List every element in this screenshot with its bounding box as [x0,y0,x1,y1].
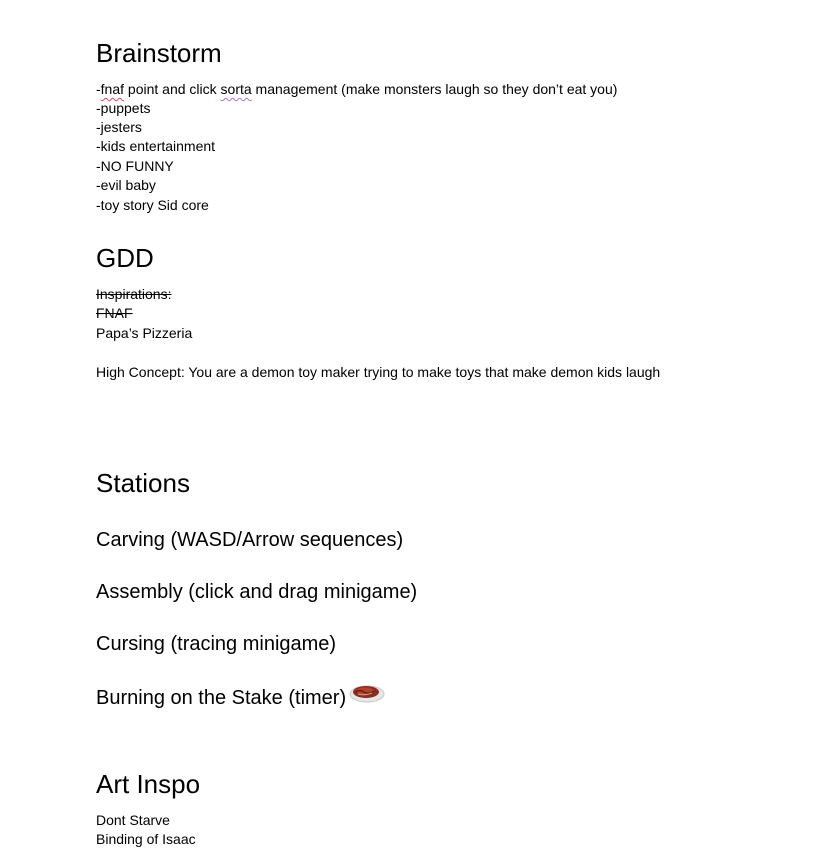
brainstorm-item: -toy story Sid core [96,197,209,213]
item-text: point and click [124,81,221,97]
art-inspo-heading: Art Inspo [96,769,201,799]
brainstorm-item: -NO FUNNY [96,158,174,174]
station-item-label: Burning on the Stake (timer) [96,687,347,709]
station-item: Cursing (tracing minigame) [96,633,337,655]
misspelled-word-fnaf[interactable]: fnaf [100,81,125,97]
steak-icon [348,681,386,711]
inspiration-item: FNAF [96,305,133,321]
station-item-burning [96,686,386,711]
high-concept-text: High Concept: You are a demon toy maker trying to make toys that make demon kids laugh [96,364,661,380]
dash-text: - [96,81,101,97]
stations-heading: Stations [96,468,190,498]
grammar-flag-sorta[interactable]: sorta [220,81,252,97]
brainstorm-item: -evil baby [96,177,156,193]
brainstorm-item: -kids entertainment [96,138,216,154]
brainstorm-item-1 [96,80,617,98]
brainstorm-heading: Brainstorm [96,38,222,68]
inspirations-label: Inspirations: [96,286,172,302]
inspiration-item: Papa’s Pizzeria [96,325,193,341]
art-inspo-item: Binding of Isaac [96,831,196,847]
art-inspo-item: Dont Starve [96,812,170,828]
brainstorm-item: -puppets [96,100,151,116]
brainstorm-item: -jesters [96,119,142,135]
item-text: management (make monsters laugh so they don’t eat you) [251,81,618,97]
gdd-heading: GDD [96,243,154,273]
station-item: Assembly (click and drag minigame) [96,581,418,603]
station-item: Carving (WASD/Arrow sequences) [96,529,404,551]
